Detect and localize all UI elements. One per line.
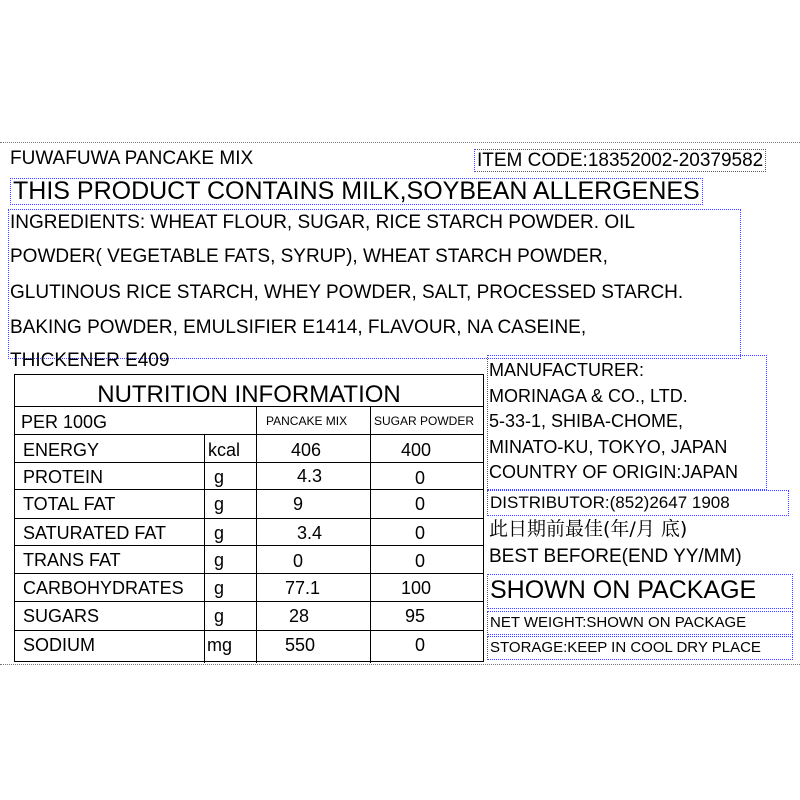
nutrient-pancake-value: 77.1 (285, 578, 321, 598)
guide-line-bottom (0, 664, 800, 665)
ingredients-line: POWDER( VEGETABLE FATS, SYRUP), WHEAT STARCH POWDER, (10, 246, 608, 267)
ingredients-line: BAKING POWDER, EMULSIFIER E1414, FLAVOUR, NA CASEINE, (10, 317, 587, 338)
manufacturer-label: MANUFACTURER: (489, 360, 645, 380)
nutrient-pancake-value: 28 (289, 606, 310, 626)
best-before-chinese: 此日期前最佳(年/月 底) (489, 518, 688, 540)
nutrient-name: SODIUM (23, 635, 95, 655)
nutrient-name: SUGARS (23, 606, 100, 626)
item-code: ITEM CODE:18352002-20379582 (474, 149, 766, 172)
per-100g-label: PER 100G (21, 412, 108, 432)
nutrient-name: PROTEIN (23, 467, 104, 487)
nutrition-title: NUTRITION INFORMATION (97, 381, 401, 408)
nutrient-pancake-value: 4.3 (297, 466, 323, 486)
nutrient-sugar-value: 0 (415, 523, 426, 543)
nutrient-unit: g (214, 467, 225, 487)
column-header-pancake-mix: PANCAKE MIX (266, 414, 348, 428)
nutrient-unit: g (214, 494, 225, 514)
nutrient-name: SATURATED FAT (23, 523, 167, 543)
allergen-statement: THIS PRODUCT CONTAINS MILK,SOYBEAN ALLERGENES (10, 178, 703, 205)
nutrient-unit: mg (207, 635, 233, 655)
shown-on-package: SHOWN ON PACKAGE (487, 574, 793, 609)
nutrient-pancake-value: 0 (293, 551, 304, 571)
manufacturer-address-2: MINATO-KU, TOKYO, JAPAN (489, 437, 728, 457)
ingredients-line: GLUTINOUS RICE STARCH, WHEY POWDER, SALT, PROCESSED STARCH. (10, 282, 684, 303)
nutrient-sugar-value: 0 (415, 494, 426, 514)
ingredients-line: THICKENER E409 (10, 350, 170, 371)
nutrient-name: CARBOHYDRATES (23, 578, 184, 598)
product-name: FUWAFUWA PANCAKE MIX (10, 148, 254, 169)
nutrient-unit: g (214, 578, 225, 598)
nutrient-sugar-value: 95 (405, 606, 426, 626)
nutrient-unit: g (214, 523, 225, 543)
column-header-sugar-powder: SUGAR POWDER (374, 414, 475, 428)
nutrient-pancake-value: 3.4 (297, 523, 323, 543)
storage-instructions: STORAGE:KEEP IN COOL DRY PLACE (487, 636, 793, 660)
guide-line-top (0, 142, 800, 143)
nutrient-name: TRANS FAT (23, 550, 121, 570)
ingredients-line: INGREDIENTS: WHEAT FLOUR, SUGAR, RICE STARCH POWDER. OIL (10, 212, 635, 233)
distributor: DISTRIBUTOR:(852)2647 1908 (487, 490, 789, 516)
nutrient-unit: kcal (208, 440, 241, 460)
nutrient-sugar-value: 100 (401, 578, 432, 598)
nutrition-table (14, 374, 484, 662)
net-weight: NET WEIGHT:SHOWN ON PACKAGE (487, 611, 793, 635)
nutrient-sugar-value: 0 (415, 635, 426, 655)
nutrient-unit: g (214, 606, 225, 626)
nutrient-sugar-value: 0 (415, 551, 426, 571)
nutrient-pancake-value: 9 (293, 494, 304, 514)
manufacturer-address-1: 5-33-1, SHIBA-CHOME, (489, 411, 684, 431)
nutrient-sugar-value: 400 (401, 440, 432, 460)
nutrient-name: ENERGY (23, 440, 100, 460)
manufacturer-name: MORINAGA & CO., LTD. (489, 386, 688, 406)
nutrient-pancake-value: 550 (285, 635, 316, 655)
best-before: BEST BEFORE(END YY/MM) (489, 546, 742, 567)
country-of-origin: COUNTRY OF ORIGIN:JAPAN (489, 462, 739, 482)
nutrient-pancake-value: 406 (291, 440, 322, 460)
nutrient-unit: g (214, 550, 225, 570)
nutrient-name: TOTAL FAT (23, 494, 116, 514)
nutrient-sugar-value: 0 (415, 468, 426, 488)
